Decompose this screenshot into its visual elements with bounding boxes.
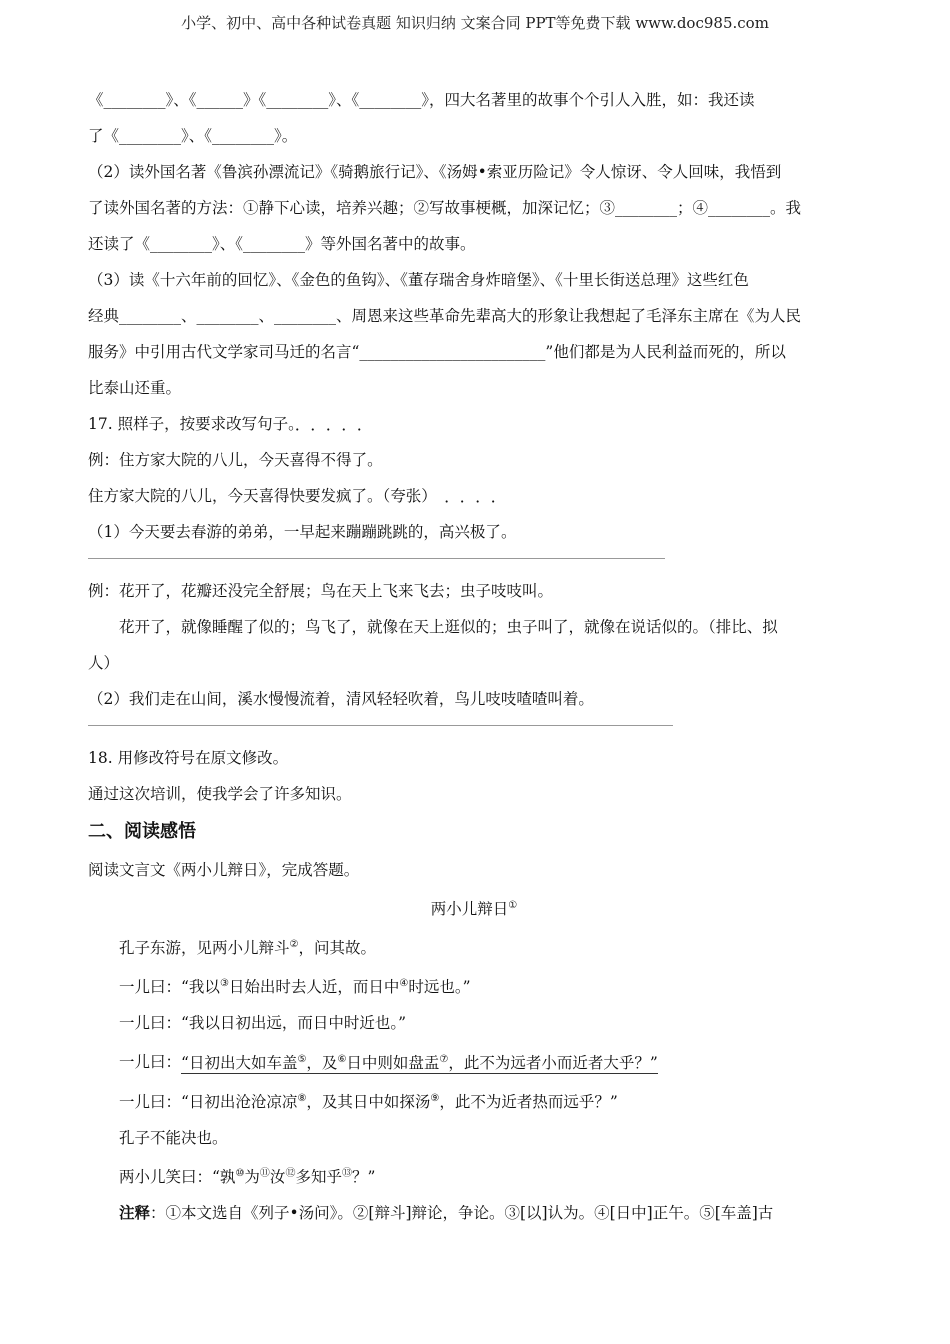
text: 一儿曰：“日初出沧沧凉凉 <box>119 1092 298 1111</box>
dotted-char: 极 <box>469 523 486 541</box>
footnote-marker: ⑤ <box>297 1053 307 1065</box>
q17-example-1-suffix: 。 <box>367 451 383 469</box>
passage-sentence-4 <box>88 1041 860 1080</box>
text: 一儿曰：“我以 <box>119 978 220 997</box>
footnote-marker: ⑩ <box>235 1167 245 1179</box>
passage-sentence-2 <box>88 966 860 1005</box>
footnote-marker: ③ <box>219 978 229 990</box>
text: ，及 <box>306 1053 338 1072</box>
q16-part2-line-2: 了读外国名著的方法：①静下心读，培养兴趣；②写故事梗概，加深记忆；③________；④________。我 <box>88 199 802 217</box>
passage-sentence-5 <box>88 1081 860 1120</box>
q16-part2-line-1: （2）读外国名著《鲁滨孙漂流记》《骑鹅旅行记》、《汤姆•索亚历险记》令人惊讶、令人回味，我悟到 <box>88 163 782 181</box>
footnote-marker: ⑪ <box>259 1167 270 1179</box>
notes <box>88 1195 860 1231</box>
q17-example-2: 例：花开了，花瓣还没完全舒展；鸟在天上飞来飞去；虫子吱吱叫。 <box>88 582 554 600</box>
page-header: 小学、初中、高中各种试卷真题 知识归纳 文案合同 PPT等免费下载 www.doc985.com <box>181 14 769 32</box>
dotted-char: 喜 <box>289 451 306 469</box>
text: ，此不为近者热而远乎？” <box>439 1092 618 1111</box>
text: 日始出时去人近，而日中 <box>228 978 400 997</box>
text: “日初出大如车盖 <box>181 1053 298 1072</box>
q17-question-1 <box>88 514 860 550</box>
answer-line-2[interactable] <box>88 725 673 726</box>
content <box>88 82 860 1231</box>
footnote-marker: ⑥ <box>337 1053 347 1065</box>
footnote-marker: ⑬ <box>341 1167 352 1179</box>
text: 为 <box>244 1167 260 1186</box>
passage-sentence-6: 孔子不能决也。 <box>119 1128 228 1147</box>
dotted-char: 得 <box>336 451 352 469</box>
dotted-char: 兴 <box>454 523 470 541</box>
text: 一儿曰： <box>119 1053 182 1072</box>
notes-text: ：①本文选自《列子•汤问》。②[辩斗]辩论，争论。③[以]认为。④[日中]正午。⑤[车盖]古 <box>150 1203 774 1222</box>
q16-part3-line-2: 经典________、________、________、周恩来这些革命先辈高大的形象让我想起了毛泽东主席在《为人民 <box>88 307 802 325</box>
footnote-marker: ④ <box>399 978 409 990</box>
q16-part3-line-1: （3）读《十六年前的回忆》、《金色的鱼钩》、《董存瑞舍身炸暗堡》、《十里长街送总理》这些红色 <box>88 271 749 289</box>
text: ，及其日中如探汤 <box>306 1092 431 1111</box>
underlined-sentence <box>181 1054 658 1074</box>
text: 孔子东游，见两小儿辩斗 <box>119 939 290 958</box>
q18-text: 通过这次培训，使我学会了许多知识。 <box>88 785 352 803</box>
dotted-char: 得 <box>305 451 321 469</box>
footnote-marker: ② <box>289 939 299 951</box>
footnote-marker: ⑫ <box>285 1167 296 1179</box>
text: 时远也。” <box>408 978 471 997</box>
dotted-char: 高 <box>438 523 455 541</box>
text: 两小儿笑曰：“孰 <box>119 1167 236 1186</box>
q17-example-2-answer-line-2: 人） <box>88 654 120 672</box>
text: ，此不为远者小而近者大乎？” <box>448 1053 658 1072</box>
footnote-marker: ⑨ <box>430 1092 440 1104</box>
q17-example-1 <box>88 442 860 478</box>
q16-line-1: 《________》、《______》《________》、《________》，四大名著里的故事个个引人入胜，如：我还读 <box>88 91 755 109</box>
q17-example-1-answer: 住方家大院的八儿，今天喜得快要发疯了。（夸张） <box>88 487 437 505</box>
section-2-intro: 阅读文言文《两小儿辩日》，完成答题。 <box>88 861 360 879</box>
text: 汝 <box>269 1167 286 1186</box>
passage-sentence-1 <box>88 927 860 966</box>
footnote-marker: ⑧ <box>297 1092 307 1104</box>
answer-line-1[interactable] <box>88 558 665 559</box>
text: ？” <box>351 1167 376 1186</box>
section-2-heading: 二、阅读感悟 <box>88 821 196 842</box>
text: 日中则如盘盂 <box>346 1053 440 1072</box>
q16-line-2: 了《________》、《________》。 <box>88 127 298 145</box>
q17-question-2: （2）我们走在山间，溪水慢慢流着，清风轻轻吹着，鸟儿吱吱喳喳叫着。 <box>88 690 594 708</box>
passage-sentence-7 <box>88 1156 860 1195</box>
passage-title-text: 两小儿辩日 <box>430 900 509 919</box>
q17-example-2-answer-line-1: 花开了，就像睡醒了似的；鸟飞了，就像在天上逛似的；虫子叫了，就像在说话似的。（排比、拟 <box>119 618 778 636</box>
passage-title <box>88 888 860 927</box>
text: 多知乎 <box>295 1167 342 1186</box>
dotted-char: 了 <box>351 451 368 469</box>
q17-title: 17. 照样子，按要求改写句子。 <box>88 415 304 433</box>
q16-part2-line-3: 还读了《________》、《________》等外国名著中的故事。 <box>88 235 476 253</box>
q16-part3-line-3: 服务》中引用古代文学家司马迁的名言“________________________”他们都是为人民利益而死的，所以 <box>88 343 786 361</box>
q17-question-1-prefix: （1）今天要去春游的弟弟，一早起来蹦蹦跳跳的， <box>88 523 439 541</box>
text: ，问其故。 <box>298 939 376 958</box>
q18-title: 18. 用修改符号在原文修改。 <box>88 749 289 767</box>
notes-label: 注释 <box>119 1202 151 1222</box>
passage-sentence-3: 一儿曰：“我以日初出远，而日中时近也。” <box>119 1014 407 1033</box>
footnote-marker: ⑦ <box>439 1053 449 1065</box>
dotted-char: 了 <box>485 523 501 541</box>
q17-question-1-suffix: 。 <box>500 523 517 541</box>
q16-part3-line-4: 比泰山还重。 <box>88 379 182 397</box>
dotted-char: 不 <box>320 451 337 469</box>
footnote-marker: ① <box>508 900 518 911</box>
q17-example-1-prefix: 例：住方家大院的八儿，今天 <box>88 451 290 469</box>
